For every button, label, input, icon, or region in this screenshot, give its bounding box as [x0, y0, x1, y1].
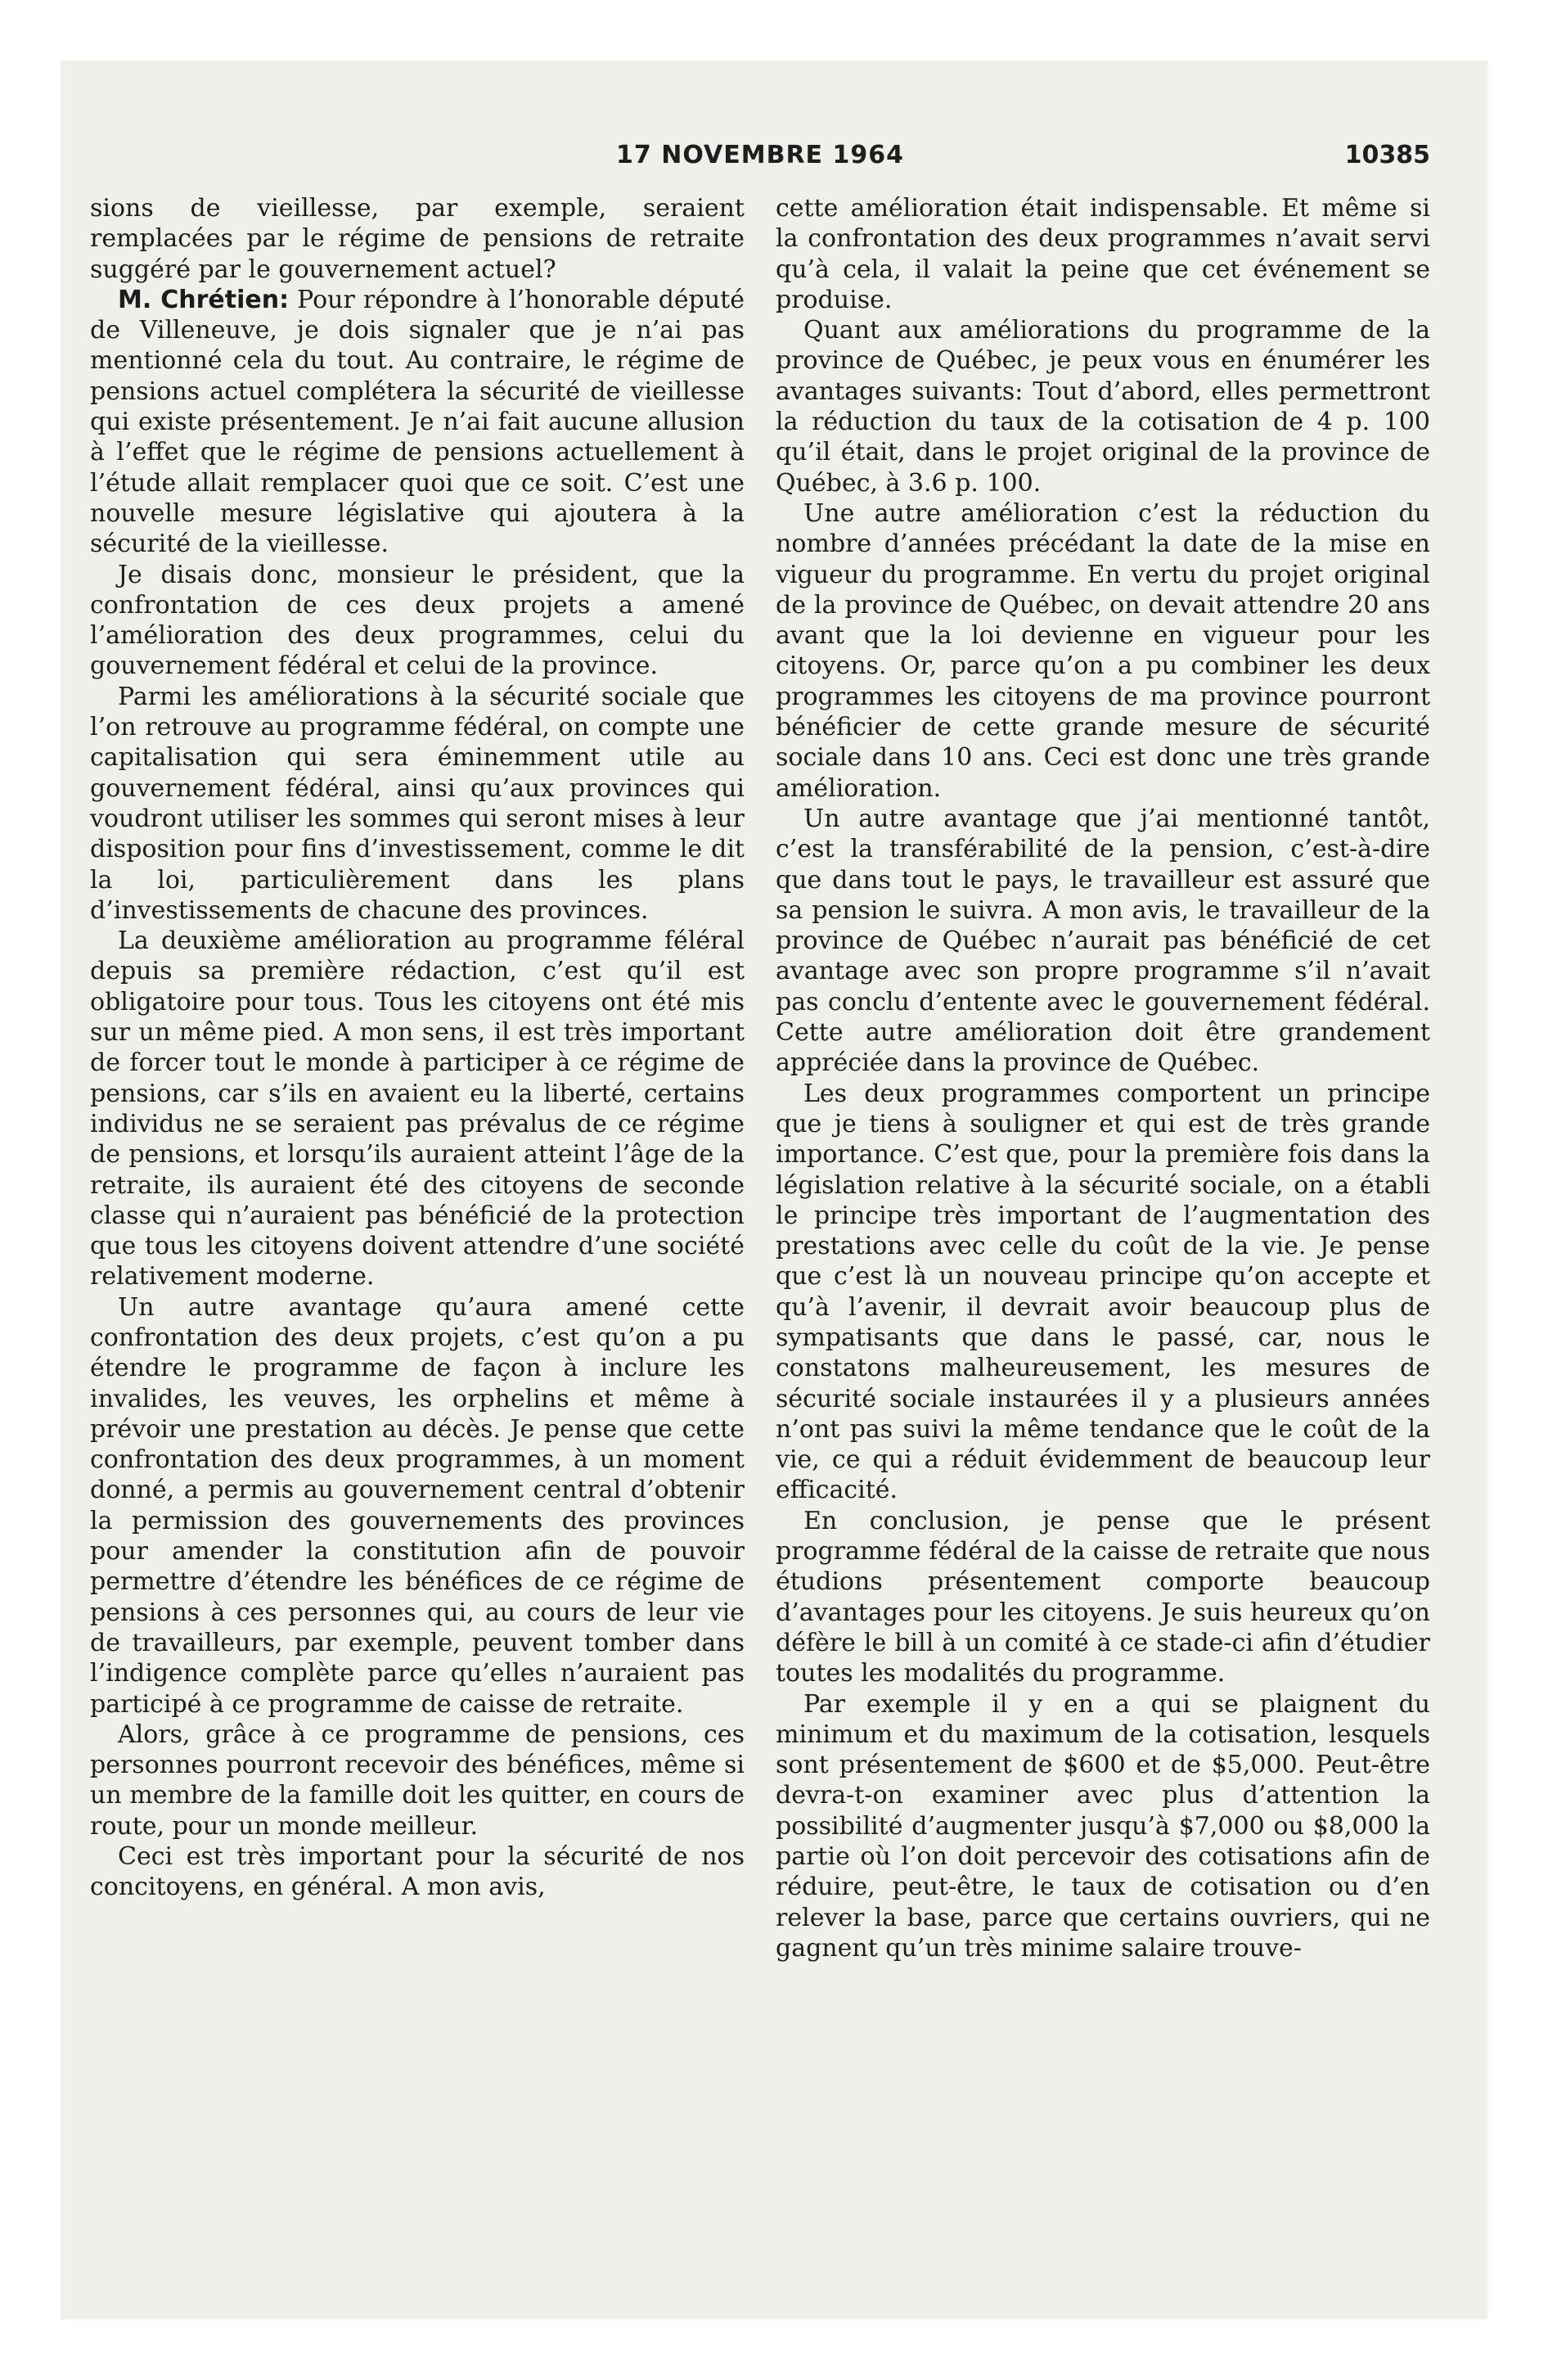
paragraph-chretien: [90, 285, 745, 560]
right-column: [776, 193, 1430, 1963]
page-date: 17 NOVEMBRE 1964: [616, 141, 904, 169]
paragraph: Une autre amélioration c’est la réduction du nombre d’années précédant la date de la mise en vigueur du programme. En vertu du projet original de la province de Québec, on devait attendre 20 ans avant que la loi devienne en vigueur pour les citoyens. Or, parce qu’on a pu combiner les deux programmes les citoyens de ma province pourront bénéficier de cette grande mesure de sécurité sociale dans 10 ans. Ceci est donc une très grande amélioration.: [776, 498, 1430, 803]
speech-text: Pour répondre à l’honorable député de Villeneuve, je dois signaler que je n’ai pas mentionné cela du tout. Au contraire, le régime de pensions actuel complétera la sécurité de vieillesse qui existe présentement. Je n’ai fait aucune allusion à l’effet que le régime de pensions actuellement à l’étude allait remplacer quoi que ce soit. C’est une nouvelle mesure législative qui ajoutera à la sécurité de la vieillesse.: [90, 285, 745, 559]
paragraph: Parmi les améliorations à la sécurité sociale que l’on retrouve au programme fédéral, on compte une capitalisation qui sera éminemment utile au gouvernement fédéral, ainsi qu’aux provinces qui voudront utiliser les sommes qui seront mises à leur disposition pour fins d’investissement, comme le dit la loi, particulièrement dans les plans d’investissements de chacune des provinces.: [90, 682, 745, 925]
paragraph: La deuxième amélioration au programme féléral depuis sa première rédaction, c’est qu’il est obligatoire pour tous. Tous les citoyens ont été mis sur un même pied. A mon sens, il est très important de forcer tout le monde à participer à ce régime de pensions, car s’ils en avaient eu la liberté, certains individus ne se seraient pas prévalus de ce régime de pensions, et lorsqu’ils auraient atteint l’âge de la retraite, ils auraient été des citoyens de seconde classe qui n’auraient pas bénéficié de la protection que tous les citoyens doivent attendre d’une société relativement moderne.: [90, 926, 745, 1291]
paragraph: cette amélioration était indispensable. Et même si la confrontation des deux programmes n’avait servi qu’à cela, il valait la peine que cet événement se produise.: [776, 194, 1430, 314]
paragraph: En conclusion, je pense que le présent programme fédéral de la caisse de retraite que nous étudions présentement comporte beaucoup d’avantages pour les citoyens. Je suis heureux qu’on défère le bill à un comité à ce stade-ci afin d’étudier toutes les modalités du programme.: [776, 1506, 1430, 1688]
page-header: [90, 141, 1430, 178]
paragraph: Ceci est très important pour la sécurité de nos concitoyens, en général. A mon avis,: [90, 1842, 745, 1902]
paragraph: Je disais donc, monsieur le président, que la confrontation de ces deux projets a amené l’amélioration des deux programmes, celui du gouvernement fédéral et celui de la province.: [90, 560, 745, 681]
paragraph: Un autre avantage que j’ai mentionné tantôt, c’est la transférabilité de la pension, c’est-à-dire que dans tout le pays, le travailleur est assuré que sa pension le suivra. A mon avis, le travailleur de la province de Québec n’aurait pas bénéficié de cet avantage avec son propre programme s’il n’avait pas conclu d’entente avec le gouvernement fédéral. Cette autre amélioration doit être grandement appréciée dans la province de Québec.: [776, 804, 1430, 1078]
speaker-name: M. Chrétien:: [118, 285, 290, 314]
paragraph: Les deux programmes comportent un principe que je tiens à souligner et qui est de très grande importance. C’est que, pour la première fois dans la législation relative à la sécurité sociale, on a établi le principe très important de l’augmentation des prestations avec celle du coût de la vie. Je pense que c’est là un nouveau principe qu’on accepte et qu’à l’avenir, il devrait avoir beaucoup plus de sympatisants que dans le passé, car, nous le constatons malheureusement, les mesures de sécurité sociale instaurées il y a plusieurs années n’ont pas suivi la même tendance que le coût de la vie, ce qui a réduit évidemment de beaucoup leur efficacité.: [776, 1079, 1430, 1505]
left-column: [90, 193, 745, 1903]
paragraph: Par exemple il y en a qui se plaignent du minimum et du maximum de la cotisation, lesquels sont présentement de $600 et de $5,000. Peut-être devra-t-on examiner avec plus d’attention la possibilité d’augmenter jusqu’à $7,000 ou $8,000 la partie où l’on doit percevoir des cotisations afin de réduire, peut-être, le taux de cotisation ou d’en relever la base, parce que certains ouvriers, qui ne gagnent qu’un très minime salaire trouve-: [776, 1689, 1430, 1963]
paragraph: Alors, grâce à ce programme de pensions, ces personnes pourront recevoir des bénéfices, même si un membre de la famille doit les quitter, en cours de route, pour un monde meilleur.: [90, 1720, 745, 1841]
paragraph: sions de vieillesse, par exemple, seraient remplacées par le régime de pensions de retraite suggéré par le gouvernement actuel?: [90, 194, 745, 284]
page-number: 10385: [1344, 141, 1430, 169]
paragraph: Un autre avantage qu’aura amené cette confrontation des deux projets, c’est qu’on a pu étendre le programme de façon à inclure les invalides, les veuves, les orphelins et même à prévoir une prestation au décès. Je pense que cette confrontation des deux programmes, à un moment donné, a permis au gouvernement central d’obtenir la permission des gouvernements des provinces pour amender la constitution afin de pouvoir permettre d’étendre les bénéfices de ce régime de pensions à ces personnes qui, au cours de leur vie de travailleurs, par exemple, peuvent tomber dans l’indigence complète parce qu’elles n’auraient pas participé à ce programme de caisse de retraite.: [90, 1292, 745, 1719]
paragraph: Quant aux améliorations du programme de la province de Québec, je peux vous en énumérer les avantages suivants: Tout d’abord, elles permettront la réduction du taux de la cotisation de 4 p. 100 qu’il était, dans le projet original de la province de Québec, à 3.6 p. 100.: [776, 316, 1430, 498]
